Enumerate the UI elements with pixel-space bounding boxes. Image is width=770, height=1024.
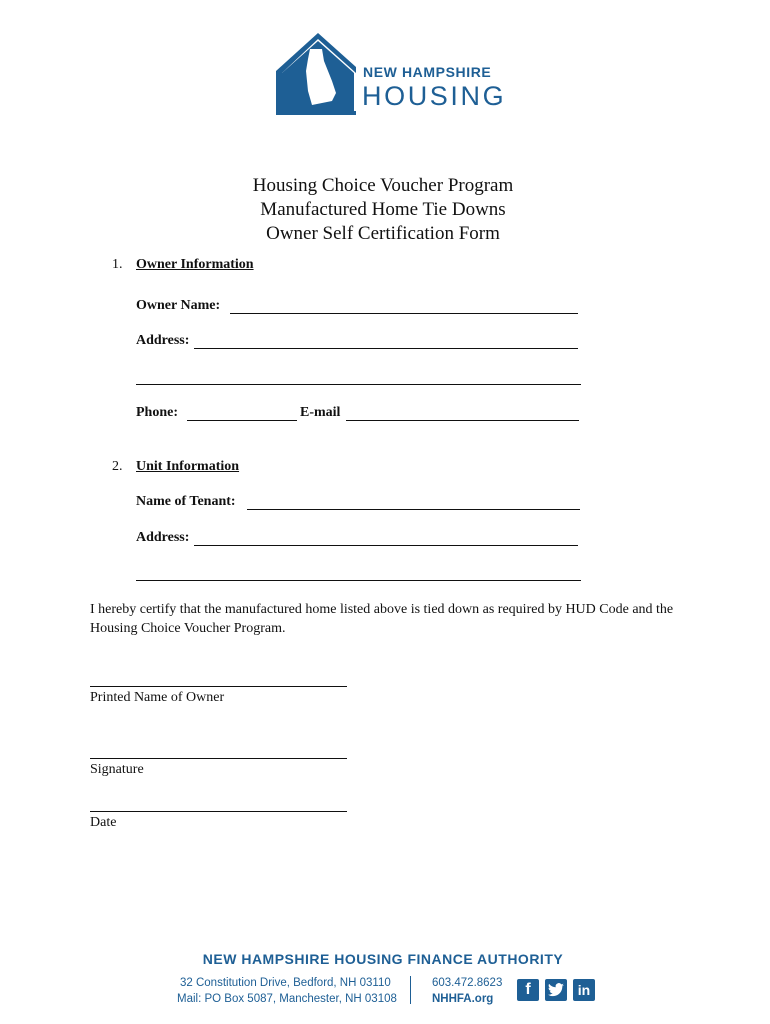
tenant-name-field[interactable] [247,509,580,510]
owner-name-label: Owner Name: [136,298,221,313]
house-logo-icon [272,31,362,117]
footer-divider [410,976,411,1004]
footer-address1: 32 Constitution Drive, Bedford, NH 03110 [180,977,391,989]
unit-address-field-2[interactable] [136,580,581,581]
section1-number: 1. [112,257,123,272]
twitter-bird-icon [548,983,564,997]
owner-address-label: Address: [136,333,190,348]
section2-heading: Unit Information [136,459,240,474]
section2-number: 2. [112,459,123,474]
owner-address-field[interactable] [194,348,578,349]
footer-phone: 603.472.8623 [432,977,503,989]
unit-address-field[interactable] [194,545,578,546]
date-field[interactable] [90,811,347,812]
logo-line1: NEW HAMPSHIRE [363,64,492,80]
email-label: E-mail [300,405,341,420]
printed-name-label: Printed Name of Owner [90,690,225,705]
footer-website[interactable]: NHHFA.org [432,993,494,1005]
facebook-icon[interactable]: f [517,979,539,1001]
date-label: Date [90,815,117,830]
title-line2: Manufactured Home Tie Downs [260,199,506,220]
section1-heading: Owner Information [136,257,254,272]
logo-line2: HOUSING [362,81,507,111]
unit-address-label: Address: [136,530,190,545]
email-field[interactable] [346,420,579,421]
title-line1: Housing Choice Voucher Program [252,175,514,196]
printed-name-field[interactable] [90,686,347,687]
signature-label: Signature [90,762,144,777]
owner-address-field-2[interactable] [136,384,581,385]
owner-name-field[interactable] [230,313,578,314]
footer-address2: Mail: PO Box 5087, Manchester, NH 03108 [177,993,397,1005]
twitter-icon[interactable] [545,979,567,1001]
phone-field[interactable] [187,420,297,421]
phone-label: Phone: [136,405,178,420]
title-line3: Owner Self Certification Form [266,223,500,244]
signature-field[interactable] [90,758,347,759]
linkedin-icon[interactable]: in [573,979,595,1001]
tenant-name-label: Name of Tenant: [136,494,236,509]
certification-text: I hereby certify that the manufactured home listed above is tied down as required by HUD Code and the Housing Choice Voucher Program. [90,602,674,636]
footer-org-name: NEW HAMPSHIRE HOUSING FINANCE AUTHORITY [202,951,564,967]
